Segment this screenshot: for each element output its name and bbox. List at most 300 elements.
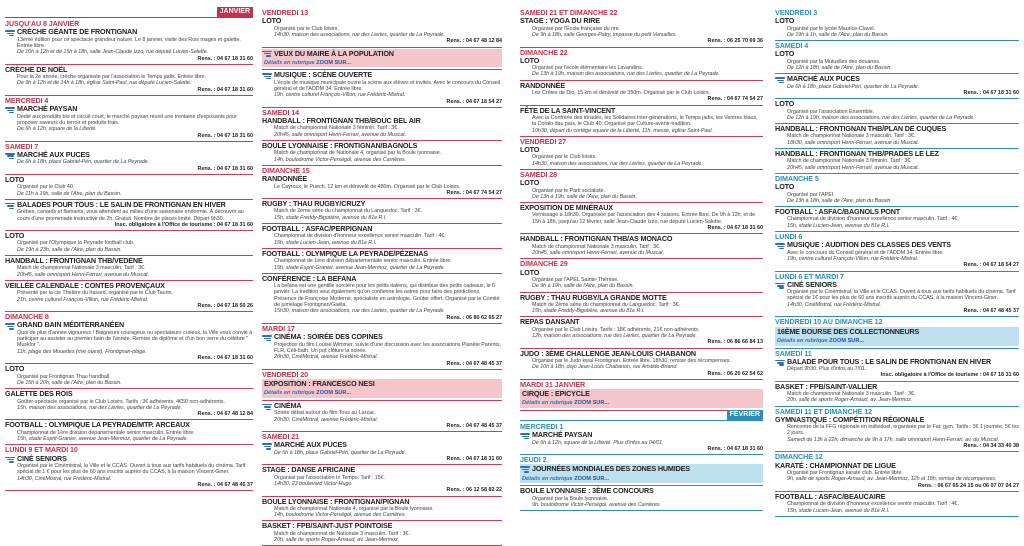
entry-title-text: CIRQUE : EPICYCLE <box>522 389 590 399</box>
entry-description: Organisé par le Parti socialiste. <box>532 187 605 194</box>
entry-title <box>5 390 253 398</box>
entry-title-text: CRÈCHE DE NOËL <box>5 64 68 74</box>
entry-details: 14h30, maison des associations, rue des Lierles, quartier de La Peyrade. <box>274 31 445 38</box>
zoom-logo-icon <box>5 30 15 36</box>
agenda-entry <box>775 317 1019 348</box>
agenda-entry <box>520 349 763 380</box>
entry-description: Grèbes, canards et flamants, vous attendent au milieu d'une saisonaire endormie. À découvrir au cours d'une promenade instructive de 2h. Gratuit. Nombre de places limité. Départ 9h30. <box>17 209 244 222</box>
entry-title <box>262 117 502 125</box>
entry-details: 20h, salle de sports Roger-Arnaud, av. Jean-Mermoz. <box>787 397 913 404</box>
entry-title-text: LOTO <box>520 267 540 277</box>
entry-description: Championnat de 1ère division départementale senior masculin. Entrée libre. <box>17 429 195 436</box>
zoom-logo-icon <box>520 466 530 472</box>
entry-description: Projection du film Louise Wimmer, suivie d'une discussion avec les associations Planète Parents, FLR, Céli-bath. Un pot clôture la soirée. <box>274 341 501 354</box>
agenda-entry <box>262 465 502 496</box>
zoom-reference[interactable] <box>520 475 763 484</box>
agenda-entry <box>520 203 763 234</box>
entry-title-text: CINÉ SENIORS <box>787 279 837 289</box>
entry-details: 14h30, CinéMistral, rue Frédéric-Mistral. <box>17 475 112 482</box>
entry-details: De 6h à 18h, place Gabriel-Péri, quartier de La Peyrade. <box>787 83 920 90</box>
entry-details: 19h, centre culturel François-Villon, rue Frédéric-Mistral. <box>274 92 406 99</box>
entry-title-text: MARCHÉ AUX PUCES <box>17 150 90 160</box>
entry-contact: Rens. : 04 67 18 31 60 <box>197 132 253 139</box>
entry-title-text: RUGBY : THAU RUGBY/LA GRANDE MOTTE <box>520 292 667 302</box>
zoom-logo-icon <box>262 443 272 449</box>
entry-details: 14h30, 23 boulevard Victor-Hugo. <box>274 480 353 487</box>
entry-title-text: RUGBY : THAU RUGBY/CRUZY <box>262 199 366 209</box>
agenda-entry <box>262 8 502 48</box>
agenda-entry <box>520 106 763 137</box>
entry-details: De 6h à 18h, place Gabriel-Péri, quartier de La Peyrade. <box>274 449 407 456</box>
entry-title <box>5 257 253 265</box>
entry-title-text: LOTO <box>775 99 795 109</box>
agenda-entry <box>5 256 253 281</box>
entry-title <box>262 17 502 25</box>
agenda-entry <box>775 99 1019 124</box>
entry-date: LUNDI 9 ET MARDI 10 <box>5 445 78 455</box>
entry-description: Match de championnat de Nationale 4, organisé par la Boule lyonnaise. <box>274 150 442 157</box>
entry-title <box>262 441 502 449</box>
entry-details: 19h, centre culturel François-Villon, rue Frédéric-Mistral. <box>787 255 919 262</box>
zoom-logo-icon <box>262 73 272 79</box>
agenda-entry <box>520 137 763 170</box>
entry-contact: Rens. : 04 67 48 45 37 <box>446 422 502 429</box>
entry-details: 18h30, salle omnisport Henri-Ferrari, avenue du Muscat. <box>787 139 920 146</box>
entry-title-text: LOTO <box>775 182 795 192</box>
agenda-entry <box>262 274 502 324</box>
agenda-column-1 <box>5 8 253 538</box>
zoom-reference[interactable] <box>262 389 502 398</box>
agenda-entry <box>520 234 763 259</box>
entry-title-text: FOOTBALL : OLYMPIQUE LA PEYRADE/MTP. ARCEAUX <box>5 420 190 430</box>
entry-details: 14h, boulodrome Victor-Perségol, avenue des Carrières. <box>274 156 406 163</box>
entry-description: Organisé par le Club 40. <box>17 184 75 191</box>
entry-contact: Rens. : 04 67 74 54 27 <box>446 189 502 196</box>
entry-title-text: MARCHÉ PAYSAN <box>17 104 78 114</box>
entry-description: Organisé par Frontignan karaté club. Entrée libre. <box>787 469 903 476</box>
entry-title <box>5 151 253 159</box>
entry-details: 10h30, départ du cortège square de la Liberté, 11h, messe, église Saint-Paul. <box>532 127 713 134</box>
entry-title <box>5 105 253 113</box>
entry-title-text: LOTO <box>5 364 25 374</box>
entry-date: JUSQU'AU 8 JANVIER <box>5 19 80 28</box>
agenda-entry <box>5 19 253 65</box>
month-label: FÉVRIER <box>727 410 763 420</box>
entry-title-text: LOTO <box>520 178 540 188</box>
entry-details: 15h, stade Esprit-Granier, avenue Jean-Mermoz, quartier de La Peyrade. <box>17 436 188 443</box>
entry-title-text: RANDONNÉE <box>262 174 307 184</box>
entry-title <box>262 225 502 233</box>
agenda-entry <box>262 199 502 224</box>
entry-contact: Rens. : 06 80 62 65 27 <box>446 314 502 321</box>
entry-description: Organisé par l'Olympique la Peyrade football club. <box>17 240 135 247</box>
zoom-logo-icon <box>520 433 530 439</box>
entry-date: DIMANCHE 12 <box>775 452 823 462</box>
entry-title <box>5 66 253 74</box>
entry-date: SAMEDI 11 ET DIMANCHE 12 <box>775 406 873 416</box>
entry-title-text: FÊTE DE LA SAINT-VINCENT <box>520 105 616 115</box>
entry-description: Les Crêtes de Dio, 15 km et dénivelé de 350m. Organisé par le Club Loisirs. <box>532 89 711 96</box>
entry-details: 9h, salle de sports Roger-Arnaud, av. Jean-Mermoz, 12h et 18h, remise de récompenses. <box>787 476 997 483</box>
entry-title <box>520 107 763 115</box>
entry-details: 9h, boulodrome Victor-Perségol, avenue des Carrières. <box>532 501 661 508</box>
entry-description: Match de championnat Nationale 3 féminin. Tarif : 3€. <box>787 158 912 165</box>
entry-description: Match de championnat Nationale 4, organisé par la Boule lyonnaise. <box>274 505 434 512</box>
entry-description: Match de championnat Nationale 3 masculin. Tarif : 3€. <box>532 243 661 250</box>
entry-title <box>775 281 1019 289</box>
entry-date: DIMANCHE 29 <box>520 259 568 269</box>
entry-contact: Rens. : 04 67 18 31 60 <box>197 86 253 93</box>
zoom-logo-icon <box>5 203 15 209</box>
agenda-entry <box>520 8 763 48</box>
entry-title <box>520 350 763 358</box>
entry-title <box>520 487 763 495</box>
agenda-entry <box>262 141 502 166</box>
entry-title-text: CINÉMA : SOIRÉE DES COPINES <box>274 332 383 342</box>
agenda-entry <box>520 48 763 81</box>
entry-title-text: BOULE LYONNAISE : FRONTIGNAN/BAGNOLS <box>262 141 418 151</box>
entry-title <box>262 71 502 79</box>
entry-description: Présenté par la cie Théâtre du hasard, organisé par le Club Taurin. <box>17 290 173 297</box>
entry-date: SAMEDI 28 <box>520 170 558 179</box>
entry-contact: Rens. : 04 67 18 31 60 <box>197 55 253 62</box>
entry-title-text: CRÈCHE GÉANTE DE FRONTIGNAN <box>17 27 138 37</box>
agenda-entry <box>775 272 1019 318</box>
zoom-logo-icon <box>775 360 785 366</box>
entry-description: Organisé par l'école élémentaire les Lavandins. <box>532 65 644 72</box>
entry-details: De 10h à 18h, dojo Jean-Louis Chabanon, rue Aristide-Briand. <box>532 364 678 371</box>
entry-title <box>775 17 1019 25</box>
agenda-entry <box>262 324 502 370</box>
entry-description: Départ 9h30. Plus d'infos au 7/01. <box>787 366 867 373</box>
entry-title <box>262 200 502 208</box>
entry-details: De 6h à 12h, square de la Liberté. <box>17 126 97 133</box>
agenda-entry <box>775 349 1019 382</box>
entry-title[interactable] <box>775 327 1019 337</box>
entry-details: 20h45, salle omnisport Henri-Ferrari, avenue du Muscat. <box>787 164 920 171</box>
entry-details: De 13h à 18h, salle de l'Aire, plan du Bassin. <box>787 197 892 204</box>
entry-title-text: BOULE LYONNAISE : FRONTIGNAN/PIGNAN <box>262 496 410 506</box>
entry-date: LUNDI 6 ET MARDI 7 <box>775 271 844 281</box>
entry-title <box>775 383 1019 391</box>
entry-contact: Rens. : 04 67 18 50 26 <box>197 302 253 309</box>
entry-description: Rencontre de la FFG régionale en individuel, organisée par le Fac gym. Tarifs : 3€ 1 journée, 5€ les 2 jours. <box>787 424 1019 437</box>
entry-contact: Insc. obligatoire à l'Office de tourisme : 04 67 18 31 60 <box>114 221 253 228</box>
entry-title-text: LOTO <box>775 49 795 59</box>
entry-description: Organisé par l'APEI. <box>787 191 835 198</box>
entry-description: Organisé par le Club loisirs. <box>532 154 597 161</box>
entry-title-text: MUSIQUE : AUDITION DES CLASSES DES VENTS <box>787 240 951 250</box>
entry-title-text: BALADES POUR TOUS : LE SALIN DE FRONTIGNAN EN HIVER <box>17 199 226 209</box>
entry-title-text: HANDBALL : FRONTIGNAN THB/PRADES LE LEZ <box>775 149 939 159</box>
entry-title <box>775 416 1019 424</box>
agenda-entry <box>775 207 1019 232</box>
entry-details: De 9h à 19h, salle de l'Aire, plan du Bassin. <box>532 283 634 290</box>
entry-contact: Rens. : 04 67 18 54 27 <box>963 262 1019 269</box>
entry-title-text: BASKET : FPB/SAINT-VALLIER <box>775 381 878 391</box>
entry-details: 20h45, salle omnisport Henri-Ferrari, avenue du Muscat. <box>532 250 665 256</box>
entry-date: MERCREDI 4 <box>5 96 49 106</box>
entry-contact: Rens. : 06 25 70 69 36 <box>707 38 763 45</box>
entry-title <box>5 455 253 463</box>
agenda-entry <box>5 420 253 445</box>
entry-details: 20h45, salle omnisport Henri-Ferrari, avenue du Muscat. <box>17 271 150 278</box>
entry-description: Avec le concours du Conseil général et de l'ADDM 34. Entrée libre. <box>787 249 944 256</box>
zoom-prefix: Détails en rubrique <box>264 390 315 397</box>
entry-details: De 12h à 19h, maison des associations, rue des Lierles, quartier de La Peyrade. <box>787 114 975 121</box>
entry-title <box>5 201 253 209</box>
entry-title <box>262 466 502 474</box>
agenda-column-2 <box>262 8 502 544</box>
entry-title-text: LOTO <box>5 231 25 241</box>
entry-title <box>520 318 763 326</box>
entry-title[interactable] <box>262 379 502 389</box>
entry-description: Match de championnat Nationale 3 masculin. Tarif : 3€. <box>17 265 146 272</box>
entry-contact: Rens. : 04 67 48 45 37 <box>963 308 1019 315</box>
entry-title <box>775 241 1019 249</box>
entry-date: SAMEDI 21 <box>262 432 300 442</box>
entry-title-text: VEUX DU MAIRE À LA POPULATION <box>274 48 394 58</box>
entry-details: 11h, plage des Mouettes (rive ouest), Frontignan-plage. <box>17 348 147 355</box>
entry-title <box>520 269 763 277</box>
entry-date: DIMANCHE 8 <box>5 312 49 322</box>
entry-date: MARDI 17 <box>262 324 295 333</box>
entry-details: De 19h à 23h, salle de l'Aire, plan du Bassin. <box>17 246 122 253</box>
zoom-link[interactable]: ZOOM SUR... <box>574 475 610 482</box>
zoom-link[interactable]: ZOOM SUR... <box>316 59 352 66</box>
entry-description: Dédié aux produits bio et circuit court, le marché paysan réunit une trentaine d'exposants pour proposer saveurs du terroir et produits frais. <box>17 113 237 126</box>
entry-description: Match de championnat de Nationale 3 masculin. Tarif : 3€. <box>274 530 410 537</box>
zoom-prefix: Détails en rubrique <box>522 475 573 482</box>
entry-description: Le Cayroux, le Puech, 12 km et dénivelé de 480m. Organisé par le Club Loisirs. <box>274 183 461 190</box>
zoom-reference[interactable] <box>775 337 1019 346</box>
entry-details: 12h, maison des associations, rue des Lierles, quartier de La Peyrade. <box>532 333 697 339</box>
zoom-prefix: Détails en rubrique <box>777 337 828 344</box>
entry-contact: Rens. : 06 12 58 82 22 <box>446 487 502 494</box>
entry-title[interactable] <box>520 464 763 474</box>
entry-description: Match de 2ème série du championnat du Languedoc. Tarif : 3€. <box>532 301 680 308</box>
entry-title[interactable] <box>262 49 502 59</box>
agenda-entry <box>775 149 1019 174</box>
agenda-column-4 <box>775 8 1019 538</box>
entry-details: De 12h à 18h, salle de l'Aire, plan du Bassin. <box>787 65 892 72</box>
agenda-entry <box>775 232 1019 272</box>
entry-details: De 9h à 18h, salle Georges-Patry, impasse du petit Versailles. <box>532 31 677 38</box>
entry-title <box>520 204 763 212</box>
entry-title <box>262 522 502 530</box>
entry-date: MARDI 31 JANVIER <box>520 379 586 389</box>
zoom-prefix: Détails en rubrique <box>264 59 315 66</box>
entry-title <box>520 17 763 25</box>
entry-details: De 13h à 19h, maison des associations, rue des Lierles, quartier de La Peyrade. <box>532 71 720 78</box>
entry-description: Vernissage à 18h30. Organisée par l'association des 4 saisons. Entrée libre. De 9h à 12h, et de 15h à 18h, jusqu'au 12 février, salle Jean-Claude Izzo, rue député Lucien-Salette. <box>532 212 756 225</box>
entry-title <box>5 365 253 373</box>
entry-description: Soirée débat autour du film Tous au Larzac. <box>274 410 377 417</box>
zoom-reference[interactable] <box>262 59 502 68</box>
agenda-entry <box>5 281 253 312</box>
entry-details: 15h, stade Freddy-Bigotière, avenue du 81e R.I. <box>274 214 387 221</box>
entry-details: 15h, stade Lucien-Jean, avenue du 81e R.I. <box>787 222 890 229</box>
entry-date: LUNDI 6 <box>775 232 803 242</box>
agenda-entry <box>262 249 502 274</box>
entry-title-text: GRAND BAIN MÉDITERRANÉEN <box>17 320 125 330</box>
entry-contact: Rens. : 04 34 33 40 38 <box>963 443 1019 450</box>
entry-date: SAMEDI 14 <box>262 107 300 117</box>
entry-details: 15h, stade Lucien-Jean, avenue du 81e R.I. <box>274 239 377 246</box>
zoom-logo-icon <box>775 243 785 249</box>
entry-title <box>5 28 253 36</box>
agenda-entry <box>775 174 1019 207</box>
entry-title <box>262 275 502 283</box>
entry-description: L'école de musique municipale ouvre la scène aux élèves et invités. Avec le concours du Conseil général et de l'ADDM 34. Entrée libre. <box>274 79 501 92</box>
entry-title <box>262 402 502 410</box>
entry-title[interactable] <box>520 389 763 399</box>
entry-description: Organisé par la Mutuelles des douanes. <box>787 58 881 65</box>
zoom-logo-icon <box>5 153 15 159</box>
zoom-logo-icon <box>775 283 785 289</box>
entry-details: De 19h à 1h, salle de l'Aire, plan du Bassin. <box>787 31 889 38</box>
entry-details: 20h30, CinéMistral, avenue Frédéric-Mistral. <box>274 354 378 361</box>
agenda-entry <box>775 382 1019 407</box>
entry-title-text: VEILLÉE CALENDALE : CONTES PROVENÇAUX <box>5 280 165 290</box>
agenda-entry <box>520 293 763 318</box>
agenda-entry <box>520 317 763 348</box>
entry-title <box>520 57 763 65</box>
agenda-entry <box>5 445 253 491</box>
entry-title-text: BALADE POUR TOUS : LE SALIN DE FRONTIGNAN EN HIVER <box>787 356 992 366</box>
entry-title-text: GALETTE DES ROIS <box>5 389 73 399</box>
entry-contact: Rens. : 04 67 18 31 60 <box>197 165 253 172</box>
zoom-logo-icon <box>775 77 785 83</box>
entry-date: JEUDI 2 <box>520 455 547 465</box>
entry-title-text: CINÉMA <box>274 400 302 410</box>
entry-details: 21h, centre culturel François-Villon, rue Frédéric-Mistral. <box>17 296 149 303</box>
entry-title <box>5 232 253 240</box>
entry-title-text: KARATÉ : CHAMPIONNAT DE LIGUE <box>775 460 896 470</box>
entry-details: De 10h à 12h et de 15h à 18h, salle Jean-Claude Izzo, rue député Lucien-Salette. <box>17 49 209 56</box>
entry-contact: Rens. : 06 86 66 84 13 <box>707 339 763 346</box>
entry-title <box>520 179 763 187</box>
entry-details: 20h30, CinéMistral, avenue Frédéric-Mistral. <box>274 416 378 423</box>
entry-title <box>520 431 763 439</box>
agenda-entry <box>5 200 253 231</box>
entry-details: 15h, stade Esprit-Granier, avenue Jean-Mermoz, quartier de La Peyrade. <box>274 264 445 271</box>
entry-title <box>5 321 253 329</box>
entry-title-text: LOTO <box>262 16 282 26</box>
entry-details: 15h, maison des associations, rue des Lierles, quartier de La Peyrade. <box>17 404 182 411</box>
agenda-entry <box>775 74 1019 99</box>
entry-title-text: FOOTBALL : ASFAC/BEAUCAIRE <box>775 491 886 501</box>
entry-date: SAMEDI 7 <box>5 141 39 151</box>
zoom-logo-icon <box>262 335 272 341</box>
entry-description: Pour la 2e année, crèche organisée par l'association le Temps jadis. Entrée libre. <box>17 74 206 81</box>
zoom-reference[interactable] <box>520 399 763 408</box>
entry-date: VENDREDI 27 <box>520 136 567 146</box>
entry-title <box>520 146 763 154</box>
entry-title-text: CONFÉRENCE : LA BEFANA <box>262 273 357 283</box>
agenda-entry <box>262 108 502 141</box>
entry-details: 14h30, maison des associations, rue des Lierles, quartier de La Peyrade. <box>532 160 703 167</box>
entry-description: Championnat de division d'honneur excellence senior masculin. Tarif : 4€. <box>787 501 959 508</box>
entry-details: De 9h à 12h et de 14h à 18h, église Saint-Paul, rue député Lucien-Salette. <box>17 80 192 87</box>
entry-contact: Rens. : 04 67 48 12 84 <box>446 38 502 45</box>
entry-title-text: RANDONNÉE <box>520 80 565 90</box>
entry-title <box>775 50 1019 58</box>
entry-title-text: FOOTBALL : ASFAC/PERPIGNAN <box>262 224 373 234</box>
entry-title <box>262 333 502 341</box>
entry-title-text: FOOTBALL : OLYMPIQUE LA PEYRADE/PÉZENAS <box>262 248 428 258</box>
entry-title <box>262 175 502 183</box>
agenda-entry <box>775 492 1019 517</box>
zoom-logo-icon <box>5 457 15 463</box>
agenda-entry <box>775 124 1019 149</box>
entry-title <box>775 125 1019 133</box>
zoom-prefix: Détails en rubrique <box>522 400 573 407</box>
entry-description: Match de championnat Nationale 3 masculin. Tarif : 3€. <box>787 133 916 140</box>
zoom-link[interactable]: ZOOM SUR... <box>316 390 352 397</box>
entry-details: 20h45, salle omnisport Henri-Ferrari, avenue du Muscat. <box>274 131 407 138</box>
agenda-entry <box>775 41 1019 74</box>
entry-title-text: HANDBALL : FRONTIGNAN THB/AS MONACO <box>520 234 673 244</box>
entry-title-text: 16ÈME BOURSE DES COLLECTIONNEURS <box>777 326 920 336</box>
entry-title <box>775 462 1019 470</box>
entry-description: Organisé par le Cinémistral, la Ville et le CCAS. Ouvert à tous aux tarifs habituels du cinéma. Tarif spécial de 1€ pour les plus de 60 ans inscrits auprès du CCAS, à la maison Vincent-Giner. <box>787 289 1016 302</box>
entry-title-text: MARCHÉ AUX PUCES <box>787 74 860 84</box>
entry-description: Championnat de division d'honneur excellence senior masculin. Tarif : 4€. <box>787 216 959 223</box>
entry-description: Avec la Confrérie des torades, les Solidaires inter-générations, le Temps jadis, les Ventres blaus, la Coralo dau païs, le Club 40. Organisé par Culture-avenir-tradition. <box>532 114 758 128</box>
agenda-entry <box>775 8 1019 41</box>
entry-details: 14h30, CinéMistral, rue Frédéric-Mistral. <box>787 301 882 308</box>
month-label: JANVIER <box>217 7 253 17</box>
entry-date: DIMANCHE 22 <box>520 47 568 57</box>
entry-description: Championnat de 1ère division départementale senior masculin. Entrée libre. <box>274 258 452 265</box>
zoom-link[interactable]: ZOOM SUR... <box>574 400 610 407</box>
entry-title-text: GYMNASTIQUE : COMPÉTITION RÉGIONALE <box>775 414 925 424</box>
entry-title-text: MARCHÉ PAYSAN <box>532 430 593 440</box>
agenda-entry <box>262 432 502 465</box>
entry-title <box>520 235 763 243</box>
entry-title <box>520 294 763 302</box>
agenda-entry <box>5 231 253 256</box>
entry-details: De 6h à 18h, place Gabriel-Péri, quartier de La Peyrade. <box>17 159 150 166</box>
entry-description: Quoi de plus d'année vigoureux ! Baigneurs courageux ou spectateurs curieux, la Ville vous convie à participer au assister au premier bain de l'année. Remise de diplôme et d'un bon verre du célèbre " Musklor ". <box>17 329 253 349</box>
entry-contact: Rens. : 04 67 18 31 60 <box>707 445 763 452</box>
entry-description: Organisé par le Cinémistral, la Ville et le CCAS. Ouvert à tous aux tarifs habituels du cinéma. Tarif spécial de 1 € pour les plus de 60 ans inscrits auprès du CCAS, à la maison Vincent-Giner. <box>17 462 246 476</box>
entry-details: 14h, boulodrome Victor-Perségol, avenue des Carrières. <box>274 512 406 519</box>
agenda-entry <box>262 401 502 432</box>
entry-title-text: EXPOSITION DE MINÉRAUX <box>520 203 613 213</box>
agenda-entry <box>262 70 502 108</box>
entry-title-text: FOOTBALL : ASFAC/BAGNOLS PONT <box>775 207 901 217</box>
zoom-link[interactable]: ZOOM SUR... <box>829 337 865 344</box>
agenda-entry <box>520 170 763 203</box>
entry-title <box>5 176 253 184</box>
entry-contact: Rens. : 06 67 65 24 15 ou 06 07 07 04 27 <box>918 482 1019 489</box>
entry-title <box>775 183 1019 191</box>
entry-title <box>775 100 1019 108</box>
entry-title <box>775 75 1019 83</box>
entry-title <box>775 208 1019 216</box>
agenda-entry <box>262 48 502 71</box>
agenda-entry <box>520 259 763 292</box>
zoom-logo-icon <box>262 404 272 410</box>
entry-contact: Rens. : 04 67 18 31 60 <box>446 456 502 462</box>
entry-description: Match de championnat Nationale 3 masculin. Tarif : 3€. <box>787 390 916 397</box>
entry-description: Organisé par le Judo kwai Frontignan. Entrée libre. 18h30, remise des récompenses. <box>532 357 731 364</box>
entry-date: MERCREDI 1 <box>520 421 564 431</box>
entry-description: Organisé par la Boule lyonnaise. <box>532 495 609 502</box>
month-header-fevrier <box>520 411 763 421</box>
